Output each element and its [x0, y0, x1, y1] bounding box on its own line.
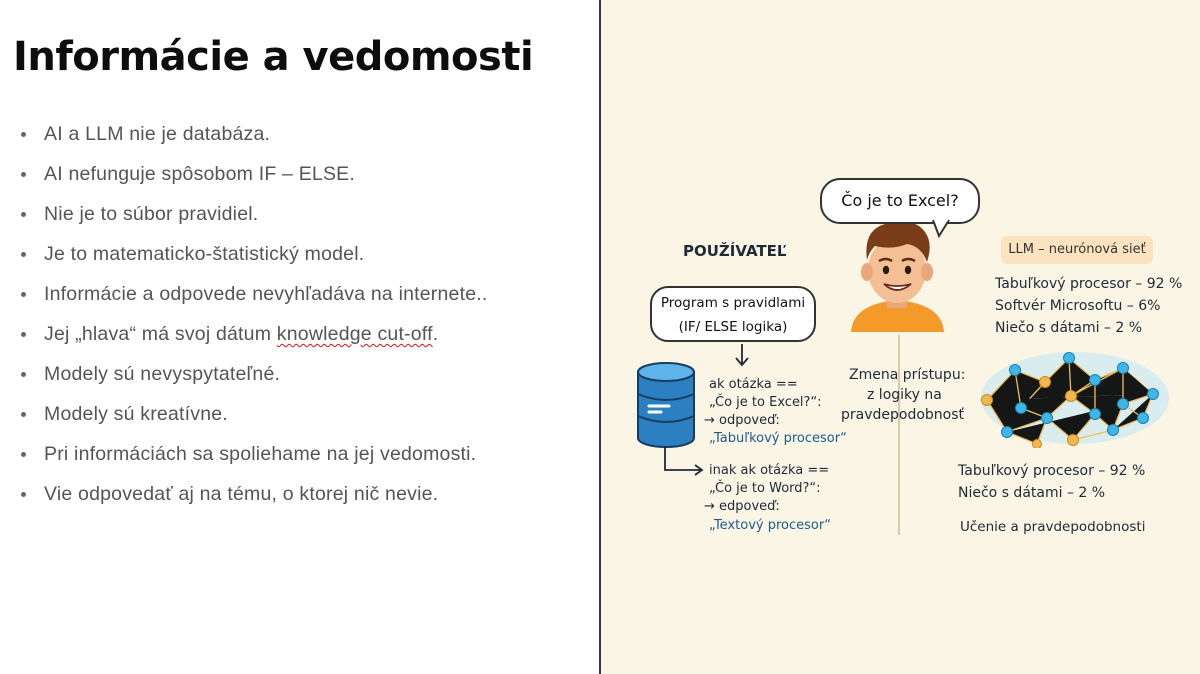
bullet-item — [20, 198, 488, 238]
connector-lines — [661, 446, 711, 476]
bullet-item — [20, 278, 488, 318]
bullet-text: AI a LLM nie je databáza. — [44, 123, 271, 145]
top-prob-2: Softvér Microsoftu – 6% — [995, 298, 1161, 314]
arrow-down-icon — [735, 344, 749, 368]
change-line3: pravdepodobnosť — [841, 407, 965, 423]
top-prob-3: Niečo s dátami – 2 % — [995, 320, 1143, 336]
bullet-dot — [21, 452, 26, 457]
bullet-dot — [21, 412, 26, 417]
change-line2: z logiky na — [867, 387, 942, 403]
bullet-item — [20, 158, 488, 198]
rule2-line3: → edpoveď: — [704, 499, 780, 514]
llm-label-badge: LLM – neurónová sieť — [1001, 236, 1153, 264]
bottom-prob-2: Niečo s dátami – 2 % — [958, 485, 1106, 501]
bullet-text: Vie odpovedať aj na tému, o ktorej nič nevie. — [44, 483, 439, 505]
rule1-line3: → odpoveď: — [704, 413, 780, 428]
bullet-dot — [21, 172, 26, 177]
bullet-item — [20, 398, 488, 438]
neural-network-icon — [977, 348, 1173, 448]
rule2-line4: „Textový procesor“ — [709, 518, 831, 533]
bullet-item — [20, 318, 488, 358]
bullet-dot — [21, 212, 26, 217]
rule2-line1: inak ak otázka == — [709, 463, 830, 478]
database-icon — [635, 362, 697, 448]
bullet-text: Nie je to súbor pravidiel. — [44, 203, 259, 225]
bullet-item — [20, 118, 488, 158]
bullet-item — [20, 438, 488, 478]
bullet-text-post: . — [432, 323, 439, 345]
bullet-item — [20, 358, 488, 398]
bottom-prob-1: Tabuľkový procesor – 92 % — [958, 463, 1146, 479]
program-rules-line1: Program s pravidlami — [660, 295, 806, 311]
bullet-dot — [21, 492, 26, 497]
rule1-line2: „Čo je to Excel?“: — [709, 395, 822, 410]
bullet-item — [20, 478, 488, 518]
top-prob-1: Tabuľkový procesor – 92 % — [995, 276, 1183, 292]
rule1-line4: „Tabuľkový procesor“ — [709, 431, 847, 446]
bullet-text-pre: Jej „hlava“ má svoj dátum — [44, 323, 277, 345]
speech-bubble: Čo je to Excel? — [820, 178, 980, 224]
bullet-dot — [21, 132, 26, 137]
change-line1: Zmena prístupu: — [849, 367, 966, 383]
bullet-dot — [21, 252, 26, 257]
bullet-text: Informácie a odpovede nevyhľadáva na internete.. — [44, 283, 488, 305]
bullet-text: AI nefunguje spôsobom IF – ELSE. — [44, 163, 356, 185]
spellcheck-underlined-text[interactable]: knowledge cut-off — [276, 323, 433, 345]
bullet-item — [20, 238, 488, 278]
program-rules-box — [650, 286, 816, 342]
bullet-dot — [21, 332, 26, 337]
bullet-list — [20, 118, 488, 518]
learning-caption: Učenie a pravdepodobnosti — [960, 519, 1146, 535]
bullet-text: Pri informáciách sa spoliehame na jej vedomosti. — [44, 443, 477, 465]
separator-line — [898, 335, 900, 535]
user-label: POUŽÍVATEĽ — [683, 242, 787, 260]
speech-bubble-tail — [931, 218, 955, 240]
bullet-text: Je to matematicko-štatistický model. — [44, 243, 365, 265]
rule1-line1: ak otázka == — [709, 377, 798, 392]
bullet-dot — [21, 292, 26, 297]
bullet-text: Modely sú kreatívne. — [44, 403, 228, 425]
bullet-text: Modely sú nevyspytateľné. — [44, 363, 281, 385]
illustration-image[interactable] — [601, 0, 1200, 674]
bullet-dot — [21, 372, 26, 377]
program-rules-line2: (IF/ ELSE logika) — [678, 319, 788, 335]
slide-title: Informácie a vedomosti — [13, 34, 534, 80]
rule2-line2: „Čo je to Word?“: — [709, 481, 821, 496]
